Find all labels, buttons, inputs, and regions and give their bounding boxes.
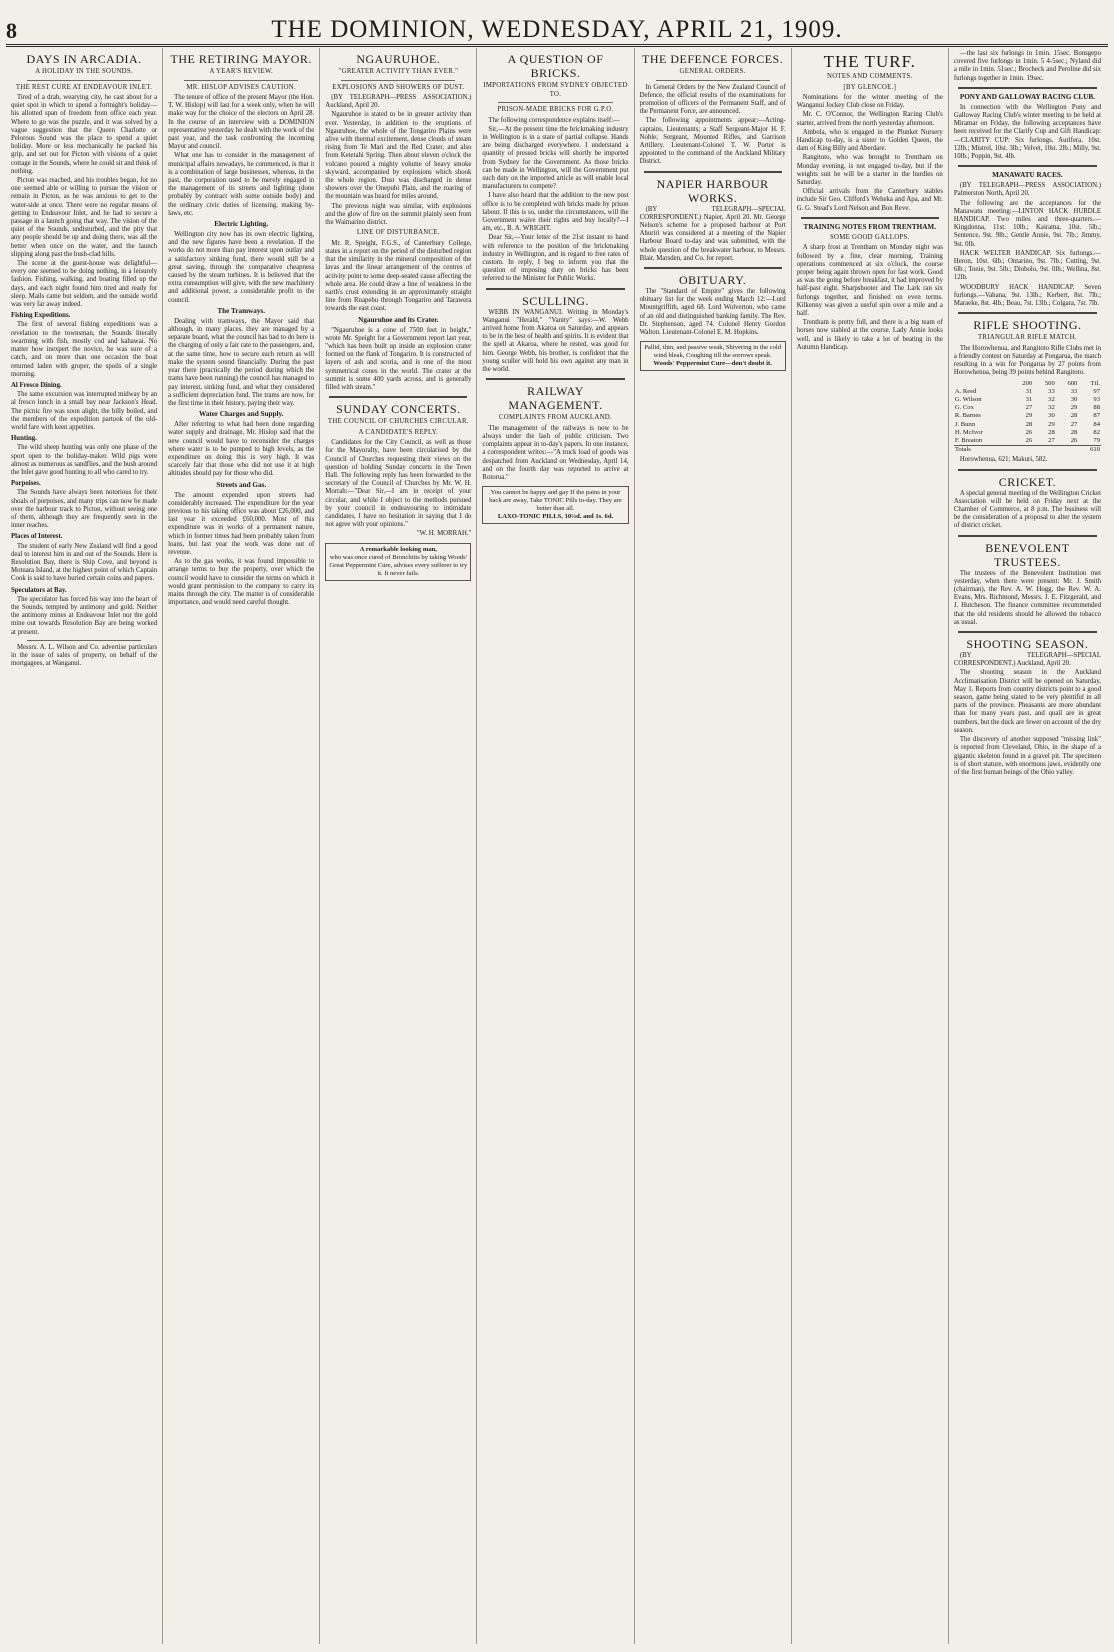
page-number: 8 (6, 18, 17, 43)
section-subhead: TRAINING NOTES FROM TRENTHAM. (803, 222, 936, 231)
section-subhead: Hunting. (11, 435, 37, 443)
article-paragraph: A special general meeting of the Wellington Cricket Association will be held on Friday next at the Chamber of Commerce, at 8 p.m. The business will be the consideration of a proposal to alter the system of district cricket. (953, 489, 1101, 530)
table-header-row: 200 500 600 Ttl. (1022, 379, 1100, 387)
article-heading: THE RETIRING MAYOR. (170, 52, 312, 66)
score-table (954, 380, 1101, 455)
article-paragraph: As to the gas works, it was found impossible to arrange terms to buy the property, over which the council would have to consider the terms on which it would grant permission to the company to carry its mains through the city. The matter is of considerable importance, and would need careful thought. (168, 558, 315, 607)
article-paragraph: In General Orders by the New Zealand Council of Defence, the official results of the examinations for promotion of officers of the Permanent Staff, and of the Permanent Force, are announced. (639, 83, 786, 116)
section-subhead: Streets and Gas. (216, 480, 267, 489)
table-row: F. Breaton 26 27 26 79 (954, 437, 1100, 445)
article-heading: NAPIER HARBOUR WORKS. (656, 176, 769, 205)
advert-text: who was once cured of Bronchitis by taking Woods' Great Peppermint Cure, advises every sufferer to try it. It never fails. (329, 553, 468, 577)
advert-text: Pallid, thin, and passive weak, Shivering in the cold wind bleak, Coughing till the sorrows speak. (644, 344, 782, 360)
article-subhead: A CANDIDATE'S REPLY. (358, 428, 439, 436)
article-paragraph: WOODBURY HACK HANDICAP. Seven furlongs.—Vahana, 9st. 13lb.; Kerbert, 8st. 7lb.; Maraeke, 8st. 4lb.; Beau, 7st. 13lb.; Colgara, 7st. 7lb. (953, 283, 1101, 308)
article-kicker: GENERAL ORDERS. (679, 68, 746, 75)
article-paragraph: —the last six furlongs in 1min. 15sec. Bonsgepo covered five furlongs in 1min. 5 4-5sec.; Nyland did a mile in 1min. 51sec.; Brocheck and Peroline did six furlongs together in 1min. 19sec. (953, 50, 1101, 82)
table-row: J. Bunn 28 29 27 84 (954, 420, 1100, 428)
article-kicker: SOME GOOD GALLOPS. (829, 233, 910, 241)
column-bricks (477, 48, 634, 1644)
article-heading: THE DEFENCE FORCES. (642, 52, 784, 66)
article-subhead: PRISON-MADE BRICKS FOR G.P.O. (497, 106, 614, 113)
dateline: (BY TELEGRAPH—PRESS ASSOCIATION.) Palmerston North, April 20. (953, 182, 1101, 198)
section-subhead: MANAWATU RACES. (992, 171, 1063, 180)
article-paragraph: The trustees of the Benevolent Institution met yesterday, when there were present: Mr. J. Smith (chairman), the Rev. A. W. Hogg, the Rev. W. A. Evans, Mrs. Richmond, Messrs. J. E. Fitzgerald, and J. Hutcheson. The finance committee recommended that the old residents should be allowed the tobacco as usual. (953, 569, 1101, 626)
article-paragraph: The student of early New Zealand will find a good deal to interest him in and out of the Sounds. Here is Resolution Bay, there is Ship Cove, and beyond is Motuara Island, at the highest point of which Captain Cook is said to have buried certain coins and papers. (11, 542, 158, 583)
article-kicker: A YEAR'S REVIEW. (209, 68, 273, 75)
article-paragraph: The first of several fishing expeditions was a revelation to the townsman, the Sounds literally swarming with fish, mostly cod and kahawai. No matter how inexpert the novice, he was sure of a catch, and on more than one occasion the boat returned laden with groper, the spoils of a single morning. (11, 321, 158, 378)
article-paragraph: The "Standard of Empire" gives the following obituary list for the week ending March 12:—Lord Mountgriffith, aged 68. Lord Wolverton, who came of an old and distinguished banking family. The Rev. Dr. Stephenson, aged 74. Colonel Henry Gordon Walton. Lieutenant-Colonel E. M. Hopkins. (639, 287, 786, 336)
article-paragraph: The following are the acceptances for the Manawatu meeting:—LINTON HACK HURDLE HANDICAP. Two miles and three-quarters.—Kingdonna, 11st. 10lb.; Kairama, 10st. 5lb.; Sentence, 9st. 9lb.; Gentle Annie, 9st. 7lb.; Jimmy, 9st. 0lb. (953, 199, 1101, 248)
article-paragraph: Horowhenua, 621; Makuri, 582. (959, 456, 1048, 464)
article-paragraph: The same excursion was interrupted midway by an al fresco lunch in a small bay near Jackson's Head. The picnic fire was soon alight, the billy boiled, and the members of the expedition partook of the old-world fare with keen appetites. (11, 391, 158, 431)
article-heading: RAILWAY MANAGEMENT. (508, 384, 603, 413)
article-paragraph: The management of the railways is now to be always under the lash of public criticism. Two complaints appear in to-day's papers. In one instance, a correspondent writes:—"A truck load of goods was despatched from Auckland on Wednesday, April 14, and on the fourth day was reported to arrive at Rotorua." (482, 424, 629, 481)
article-kicker: COMPLAINTS FROM AUCKLAND. (498, 414, 613, 422)
article-kicker: A HOLIDAY IN THE SOUNDS. (35, 68, 133, 75)
table-total-row: Totals 610 (954, 446, 1100, 454)
article-heading: A QUESTION OF BRICKS. (507, 52, 604, 80)
article-subhead: EXPLOSIONS AND SHOWERS OF DUST. (332, 83, 465, 91)
article-paragraph: The amount expended upon streets had considerably increased. The expenditure for the year previous to his taking office was about £26,000, and last year it exceeded £60,000. Most of this expenditure was in works of a permanent nature, which in former times had been probably taken from loans, but last year the work was done out of revenue. (168, 491, 315, 556)
article-paragraph: Mr. R. Speight, F.G.S., of Canterbury College, states in a report on the period of the disturbed region that the similarity in the mineral composition of the lavas and the linear arrangement of the centres of activity point to some deep-seated cause affecting the whole area. He could draw a line of weakness in the earth's crust extending in an approximately straight line from Ruapehu through Tongariro and Tarawera towards the east coast. (325, 239, 472, 313)
article-columns (6, 48, 1106, 1644)
article-subhead: MR. HISLOP ADVISES CAUTION. (186, 83, 297, 91)
article-paragraph: The tenure of office of the present Mayor (the Hon. T. W. Hislop) will last for a week only, when he will make way for the choice of the electors on April 28. In the course of an interview with a DOMINION representative yesterday he dealt with the work of the past year, and the task confronting the incoming Mayor and council. (168, 94, 315, 151)
section-subhead: Speculators at Bay. (11, 586, 67, 594)
article-paragraph: Tired of a drab, wearying city, he cast about for a quiet spot in which to spend a fortnight's holiday—his allotted span of freedom from office each year. Where to go was the puzzle, and it was solved by a vague suggestion that the Queen Charlotte or Pelorous Sound was the place to spend a quiet holiday. More or less mechanically he packed his grip, and set out for Picton with visions of a quiet cottage in the Sounds, where he could sit and think of nothing. (11, 94, 158, 175)
article-paragraph: WEBB IN WANGANUI. Writing in Monday's Wanganui "Herald," "Vanity" says:—W. Webb arrived home from Akaroa on Saturday, and appears to be in the best of health and spirits. It is evident that the spell at Akaroa, where he rested, was good for him. George Webb, his brother, is confident that the young sculler will hold his own against any man in the world. (482, 308, 629, 373)
article-paragraph: Nominations for the winter meeting of the Wanganui Jockey Club close on Friday. (796, 94, 943, 110)
article-paragraph: The wild sheep hunting was only one phase of the sport open to the holiday-maker. Wild pigs were almost as numerous as sandflies, and the bush around the Inlet gave good hunting to all who cared to try. (11, 444, 158, 476)
article-paragraph: Dear Sir,—Your letter of the 21st instant to hand with reference to the position of the brickmaking industry in Wellington, and in regard to free rates of custom. In reply, I beg to inform you that the question of imposing duty on bricks has been referred to the Minister for Public Works. (482, 234, 629, 283)
section-subhead: Ngauruhoe and its Crater. (358, 315, 439, 324)
article-heading: SCULLING. (522, 293, 589, 308)
article-paragraph: Sir,—At the present time the brickmaking industry in Wellington is in a state of partial collapse. Hands are being discharged everywhere. I understand a quantity of pressed bricks will shortly be imported from Sydney for the Government. As those bricks can be made in Wellington, will the Government put such duty on the imported article as will enable local manufacturers to compete? (482, 125, 629, 191)
column-turf (792, 48, 949, 1644)
section-subhead: Electric Lighting. (214, 220, 269, 229)
masthead (6, 4, 1108, 47)
section-subhead: Porpoises. (11, 480, 41, 488)
advertisement (640, 341, 786, 371)
article-paragraph: The Horowhenua, and Rangitoto Rifle Clubs met in a friendly contest on Saturday at Pongarua, the match resulting in a win for Pongarua by 27 points from Horowhenua, being 39 points behind Rangitoto. (953, 344, 1101, 377)
article-paragraph: Wellington city now has its own electric lighting, and the new figures have been a revelation. If the works do not more than pay interest upon outlay and a satisfactory sinking fund, there would still be a great saving, through the comparative cheapness caused by the steam turbines. It is believed that the extra consumption will give, with the new machinery and additional power, a considerable profit to the council. (168, 231, 315, 304)
article-paragraph: Ambola, who is engaged in the Plunket Nursery Handicap to-day, is a sister to Golden Queen, the dam of King Billy and Aberdare. (796, 128, 943, 153)
article-heading: THE TURF. (823, 52, 916, 71)
article-paragraph: The discovery of another supposed "missing link" is reported from Cleveland, Ohio, in the shape of a gigantic skeleton found in a gravel pit. The specimen is of short stature, with enormous jaws, evidently one of the first human beings of the Ohio valley. (953, 736, 1101, 776)
article-paragraph: The speculator has forced his way into the heart of the Sounds, tempted by antimony and gold. Neither the antimony mines at Endeavour Inlet nor the gold mine out towards Resolution Bay are being worked at present. (11, 595, 158, 636)
article-paragraph: Picton was reached, and his troubles began, for no one seemed able or willing to pursue the vision or remain in Picton, as he was anxious to get to the water-side at once. There were no regular means of getting to Endeavour Inlet, and he had to secure a passage in a launch going that way. The vision of the quiet of the Sounds, undisturbed, and the pity that any people should be up and doing there, was all the better when once on the water, and the launch slipping along past the bush-clad hills. (11, 177, 158, 258)
article-paragraph: The previous night was similar, with explosions and the glow of fire on the summit plainly seen from the Waimarino district. (325, 202, 472, 227)
article-subhead: THE REST CURE AT ENDEAVOUR INLET. (15, 83, 153, 91)
advertisement (482, 486, 628, 524)
advert-product: LAXO-TONIC PILLS, 10½d. and 1s. 6d. (497, 513, 614, 521)
article-paragraph: HACK WELTER HANDICAP. Six furlongs.—Heron, 10st. 6lb.; Ontarino, 9st. 7lb.; Cutting, 9st. 6lb.; Tonie, 9st. 5lb.; Diobolo, 9st. 0lb.; Wellina, 8st. 12lb. (953, 249, 1101, 282)
section-subhead: Places of Interest. (11, 533, 63, 541)
byline: [BY GLENCOE.] (843, 83, 897, 91)
section-subhead: PONY AND GALLOWAY RACING CLUB. (959, 92, 1095, 101)
article-heading: DAYS IN ARCADIA. (26, 52, 142, 66)
column-sport (949, 48, 1106, 1644)
article-heading: OBITUARY. (678, 272, 747, 287)
section-subhead: Water Charges and Supply. (198, 410, 284, 419)
column-defence (635, 48, 792, 1644)
article-paragraph: Candidates for the City Council, as well as those for the Mayoralty, have been circularised by the Council of Churches requesting their views on the question of holding Sunday concerts in the Town Hall. The following reply has been forwarded to the secretary of the Council of Churches by Mr. W. H. Morrah:—"Dear Sir,—I am in receipt of your circular, and while I object to the methods pursued by your council in endeavouring to intimidate candidates, I have no hesitation in saying that I do not agree with your opinions." (325, 439, 472, 529)
article-heading: NGAURUHOE. (356, 52, 441, 66)
article-paragraph: Rangitoto, who was brought to Trentham on Monday evening, is not engaged to-day, but if the weights suit he will be a starter in the hurdles on Saturday. (796, 154, 943, 187)
article-paragraph: Official arrivals from the Canterbury stables include Sir Geo. Clifford's Weheka and Apa, and Mr. G. G. Stead's Lord Nelson and Bon Reve. (796, 188, 943, 212)
article-kicker: NOTES AND COMMENTS. (826, 73, 913, 80)
column-retiring-mayor (163, 48, 320, 1644)
table-row: G. Wilson 31 32 30 93 (954, 396, 1100, 403)
article-paragraph: Ngauruhoe is stated to be in greater activity than ever. Yesterday, in addition to the eruptions of Ngauruhoe, the whole of the Tongariro Plains were alive with thermal excitement, dense clouds of steam rising from Te Mari and the Red Crater, and also from Ketetahi Spring. Then about eleven o'clock the volcano poured a mighty volume of heavy smoke skyward, accompanied by explosions which shook the whole region. Dust was discharged in dense showers over the Onepuhi Plain, and the roaring of the mountain was heard for miles around. (325, 111, 472, 201)
article-heading: SHOOTING SEASON. (966, 637, 1089, 652)
article-paragraph: I have also heard that the addition to the new post office is to be completed with bricks made by prison labour. If this is so, under the circumstances, will the Government waive their rights and buy locally?—I am, etc., B. A. WRIGHT. (482, 192, 629, 233)
article-kicker: IMPORTATIONS FROM SYDNEY OBJECTED TO. (483, 82, 628, 98)
article-paragraph: Mr. C. O'Connor, the Wellington Racing Club's starter, arrived from the north yesterday afternoon. (796, 111, 943, 127)
section-subhead: LINE OF DISTURBANCE. (356, 229, 440, 237)
article-heading: CRICKET. (998, 474, 1057, 489)
article-paragraph: The shooting season in the Auckland Acclimatisation District will be opened on Saturday, May 1. Reports from country districts point to a good season, game being stated to be very plentiful in all parts of the province. Pheasants are more abundant than for many years past, and quail are in great numbers, but the duck are fewer on account of the dry season. (953, 669, 1101, 734)
article-paragraph: (BY TELEGRAPH—SPECIAL CORRESPONDENT.) Napier, April 20. Mr. George Nelson's scheme for a proposed harbour at Port Ahuriri was considered at a meeting of the Napier Harbour Board to-day and was submitted, with the whole question of the breakwater harbour, to Messrs. Blair, Marsden, and Co. for report. (639, 205, 786, 262)
advert-product: Woods' Peppermint Cure—don't doubt it. (653, 360, 772, 368)
table-row: H. McIvor 26 28 28 82 (954, 428, 1100, 436)
article-paragraph: The Sounds have always been notorious for their shoals of porpoises, and many trips can now be made over the harbour track to Picton, without seeing one of them, although they are frequently seen in the inner reaches. (11, 489, 158, 530)
article-paragraph: The following correspondence explains itself:— (488, 116, 620, 124)
notice-paragraph: Messrs. A. L. Wilson and Co. advertise particulars in the issue of sales of property, on behalf of the mortgagees, at Wanganui. (11, 643, 158, 668)
advertisement (325, 543, 471, 581)
section-subhead: Al Fresco Dining. (11, 381, 62, 389)
article-paragraph: After referring to what had been done regarding water supply and drainage, Mr. Hislop said that the new council would have to reconsider the charges where water is to be pumped to high levels, as the expenditure on doing this is very high. It was scarcely fair that those who did not use it at high altitudes should pay for those who did. (168, 421, 315, 478)
column-ngauruhoe (320, 48, 477, 1644)
table-row: G. Cox 27 32 29 88 (954, 404, 1100, 412)
article-paragraph: What one has to consider in the management of municipal affairs nowadays, he commenced, is that it is a combination of large businesses, whereas, in the past, the corporation used to be merely engaged in the management of its streets and lighting (done probably by contract with some outside body) and the ordinary civic duties of licensing, making by-laws, etc. (168, 152, 315, 217)
article-paragraph: In connection with the Wellington Pony and Galloway Racing Club's winter meeting to be held at Miramar on Friday, the following acceptances have been received for the Clarify Cup and Gift Handicap:—CLARITY CUP: Six furlongs. Aurifera, 10st. 12lb.; Mistrel, 10st. 3lb.; Velvet, 10st. 2lb.; Milly, 9st. 10lb.; Poppin, 9st. 4lb. (953, 103, 1101, 161)
article-heading: RIFLE SHOOTING. (973, 318, 1082, 333)
advert-heading: A remarkable looking man, (359, 545, 437, 553)
article-kicker: TRIANGULAR RIFLE MATCH. (977, 334, 1077, 342)
article-heading: BENEVOLENT TRUSTEES. (985, 540, 1070, 569)
signoff: "W. H. MORRAH." (416, 530, 472, 538)
article-paragraph: The scene at the guest-house was delightful—every one seemed to be doing nothing, in a leisurely fashion. Fishing, walking, and boating filled up the days, and each night found him tired and ready for sleep. Mails came but seldom, and the outside world was very far away indeed. (11, 260, 158, 309)
article-kicker: "GREATER ACTIVITY THAN EVER." (338, 68, 459, 75)
article-paragraph: Trentham is pretty full, and there is a big team of horses now stabled at the course. Lady Annie looks well, and is likely to take a lot of beating in the Autumn Handicap. (796, 319, 943, 351)
paper-title: THE DOMINION, WEDNESDAY, APRIL 21, 1909. (271, 16, 843, 43)
article-paragraph: A sharp frost at Trentham on Monday night was followed by a fine, clear morning. Training operations commenced at six o'clock, the course proper being again thrown open for fast work. Good as was the going before breakfast, it had improved by half-past eight. Sharpshooter and The Lark ran six furlongs together, and finished on even terms. Kilkenny was given a useful spin over a mile and a half. (796, 244, 943, 317)
section-subhead: The Tramways. (217, 306, 266, 315)
table-row: R. Barnes 29 30 28 87 (954, 412, 1100, 420)
advert-text: You cannot be happy and gay If the pains in your back are away, Take TONIC Pills to-day. They are better than all. (489, 489, 622, 513)
section-subhead: Fishing Expeditions. (11, 312, 71, 320)
article-paragraph: "Ngauruhoe is a cone of 7500 feet in height," wrote Mr. Speight for a Government report last year, "which has been built up inside an explosion crater formed on the flank of Tongariro. It is constructed of layers of ash and scoria, and is one of the most symmetrical cones in the world. The crater at the summit is some 400 yards across, and is generally filled with steam." (325, 326, 472, 391)
dateline: (BY TELEGRAPH—PRESS ASSOCIATION.) Auckland, April 20. (325, 94, 472, 110)
article-paragraph: The following appointments appear:—Acting-captains, Lieutenants; a Staff Sergeant-Major H. F. Noble; Sergeant, Mounted Rifles, and Garrison Artillery. Lieutenant-Colonel T. W. Porter is appointed to the command of the Auckland Military District. (639, 117, 786, 166)
article-paragraph: Dealing with tramways, the Mayor said that although, in many places, they are managed by a separate board, what the council has had to do here is the charging of only a fair rate to the passengers, and, at the same time, how to secure such return as will make the system sound financially. During the past year there (practically the period during which the trams have been running) the council has managed to pay interest, sinking fund, and what they considered a sufficient depreciation fund. The trams are now, for the first time in their history, paying their way. (168, 317, 315, 407)
article-heading: SUNDAY CONCERTS. (336, 402, 461, 417)
table-row: A. Reed 31 33 33 97 (954, 387, 1100, 395)
column-days-in-arcadia (6, 48, 163, 1644)
dateline: (BY TELEGRAPH—SPECIAL CORRESPONDENT.) Auckland, April 20. (953, 652, 1101, 668)
article-kicker: THE COUNCIL OF CHURCHES CIRCULAR. (327, 418, 469, 426)
